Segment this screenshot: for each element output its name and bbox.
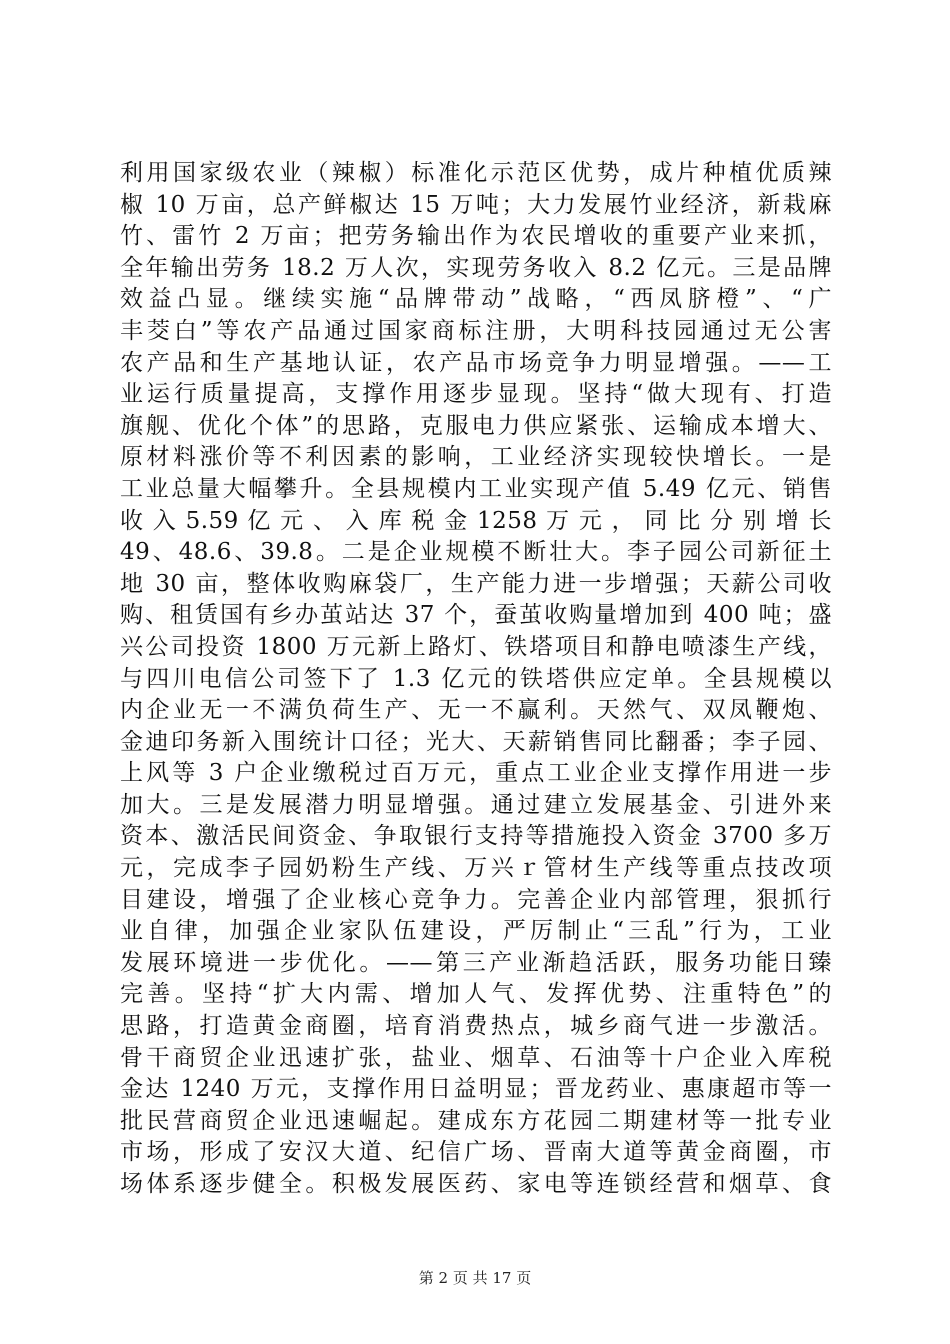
text-line: 丰茭白”等农产品通过国家商标注册，大明科技园通过无公害: [120, 317, 832, 344]
text-line: 内企业无一不满负荷生产、无一不赢利。天然气、双凤鞭炮、: [120, 697, 832, 724]
page-number-footer: 第 2 页 共 17 页: [418, 1269, 532, 1287]
text-line: 发展环境进一步优化。——第三产业渐趋活跃，服务功能日臻: [120, 949, 832, 976]
text-line: 业自律，加强企业家队伍建设，严厉制止“三乱”行为，工业: [120, 918, 832, 945]
text-line: 骨干商贸企业迅速扩张，盐业、烟草、石油等十户企业入库税: [120, 1044, 832, 1071]
text-line: 元，完成李子园奶粉生产线、万兴ｒ管材生产线等重点技改项: [120, 855, 832, 882]
text-line: 效益凸显。继续实施“品牌带动”战略，“西凤脐橙”、“广: [120, 286, 832, 313]
text-line: 目建设，增强了企业核心竞争力。完善企业内部管理，狠抓行: [120, 886, 832, 913]
text-line: 利用国家级农业（辣椒）标准化示范区优势，成片种植优质辣: [120, 160, 832, 186]
text-line: 椒 10 万亩，总产鲜椒达 15 万吨；大力发展竹业经济，新栽麻: [120, 191, 832, 218]
text-line: 与四川电信公司签下了 1.3 亿元的铁塔供应定单。全县规模以: [120, 665, 832, 692]
text-line: 业运行质量提高，支撑作用逐步显现。坚持“做大现有、打造: [120, 381, 832, 408]
document-body: [120, 158, 832, 1201]
text-line: 资本、激活民间资金、争取银行支持等措施投入资金 3700 多万: [120, 823, 832, 850]
text-line: 批民营商贸企业迅速崛起。建成东方花园二期建材等一批专业: [120, 1107, 832, 1134]
text-line: 场体系逐步健全。积极发展医药、家电等连锁经营和烟草、食: [120, 1171, 832, 1197]
text-line: 地 30 亩，整体收购麻袋厂，生产能力进一步增强；天薪公司收: [120, 570, 832, 597]
text-line: 金达 1240 万元，支撑作用日益明显；晋龙药业、惠康超市等一: [120, 1076, 832, 1103]
text-line: 思路，打造黄金商圈，培育消费热点，城乡商气进一步激活。: [120, 1013, 832, 1040]
text-line: 购、租赁国有乡办茧站达 37 个，蚕茧收购量增加到 400 吨；盛: [120, 602, 832, 629]
text-line: 加大。三是发展潜力明显增强。通过建立发展基金、引进外来: [120, 791, 832, 818]
text-line: 上风等 3 户企业缴税过百万元，重点工业企业支撑作用进一步: [120, 760, 832, 787]
text-line: 49、48.6、39.8。二是企业规模不断壮大。李子园公司新征土: [120, 539, 832, 566]
text-line: 原材料涨价等不利因素的影响，工业经济实现较快增长。一是: [120, 444, 832, 471]
text-line: 旗舰、优化个体”的思路，克服电力供应紧张、运输成本增大、: [120, 412, 832, 439]
text-line: 工业总量大幅攀升。全县规模内工业实现产值 5.49 亿元、销售: [120, 475, 832, 502]
text-line: 竹、雷竹 2 万亩；把劳务输出作为农民增收的重要产业来抓，: [120, 223, 832, 250]
text-line: 市场，形成了安汉大道、纪信广场、晋南大道等黄金商圈，市: [120, 1139, 832, 1166]
text-line: 农产品和生产基地认证，农产品市场竞争力明显增强。——工: [120, 349, 832, 376]
text-line: 完善。坚持“扩大内需、增加人气、发挥优势、注重特色”的: [120, 981, 832, 1008]
text-line: 兴公司投资 1800 万元新上路灯、铁塔项目和静电喷漆生产线，: [120, 633, 832, 660]
text-line: 金迪印务新入围统计口径；光大、天薪销售同比翻番；李子园、: [120, 728, 832, 755]
text-line: 全年输出劳务 18.2 万人次，实现劳务收入 8.2 亿元。三是品牌: [120, 254, 832, 281]
text-line: 收 入 5.59 亿 元 、 入 库 税 金 1258 万 元 ， 同 比 分 别 增 长: [120, 507, 832, 534]
